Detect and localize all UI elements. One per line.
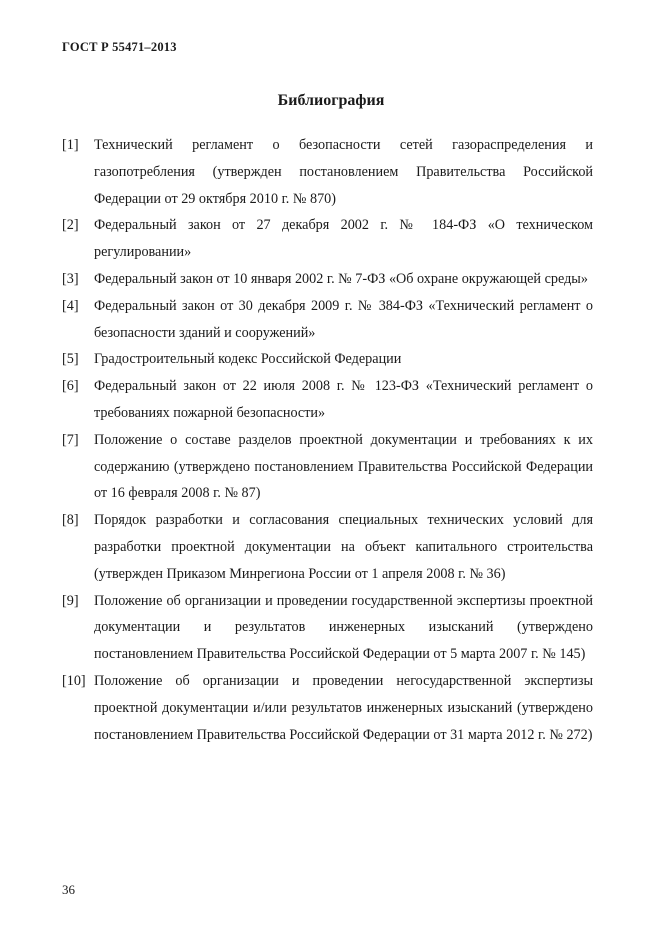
bibliography-entry <box>62 507 593 587</box>
entry-text: Положение об организации и проведении негосударственной экспертизы проектной документации и/или результатов инженерных изысканий (утверждено постановлением Правительства Российской Федерации от 31 марта 2012 г. № 272) <box>94 672 593 743</box>
bibliography-entry <box>62 373 593 427</box>
entry-text: Федеральный закон от 22 июля 2008 г. № 123-ФЗ «Технический регламент о требованиях пожарной безопасности» <box>94 378 593 421</box>
bibliography-entry <box>62 293 593 347</box>
bibliography-entry <box>62 588 593 668</box>
bibliography-entry <box>62 346 593 373</box>
entry-text: Федеральный закон от 10 января 2002 г. № 7-ФЗ «Об охране окружающей среды» <box>94 270 588 287</box>
bibliography-entry <box>62 132 593 212</box>
bibliography-list <box>62 132 593 748</box>
bibliography-entry <box>62 668 593 748</box>
entry-number: [8] <box>62 512 79 529</box>
bibliography-entry <box>62 212 593 266</box>
entry-number: [3] <box>62 270 79 287</box>
entry-text: Положение о составе разделов проектной документации и требованиях к их содержанию (утверждено постановлением Правительства Российской Федерации от 16 февраля 2008 г. № 87) <box>94 431 593 502</box>
entry-text: Федеральный закон от 27 декабря 2002 г. № 184-ФЗ «О техническом регулировании» <box>94 217 593 261</box>
entry-text: Федеральный закон от 30 декабря 2009 г. № 384-ФЗ «Технический регламент о безопасности зданий и сооружений» <box>94 297 593 341</box>
page-title: Библиография <box>277 92 385 109</box>
bibliography-entry <box>62 266 593 293</box>
entry-number: [1] <box>62 137 79 153</box>
page-number: 36 <box>62 882 75 897</box>
entry-number: [5] <box>62 351 79 368</box>
entry-text: Градостроительный кодекс Российской Федерации <box>94 351 402 368</box>
entry-number: [2] <box>62 217 79 234</box>
entry-number: [4] <box>62 297 79 314</box>
entry-text: Положение об организации и проведении государственной экспертизы проектной документации и результатов инженерных изысканий (утверждено постановлением Правительства Российской Федерации от 5 марта 2007 г. № 145) <box>94 592 593 663</box>
entry-text: Технический регламент о безопасности сетей газораспределения и газопотребления (утвержден постановлением Правительства Российской Федерации от 29 октября 2010 г. № 870) <box>94 137 593 207</box>
entry-number: [7] <box>62 431 79 448</box>
entry-number: [10] <box>62 672 86 689</box>
bibliography-entry <box>62 427 593 507</box>
entry-number: [9] <box>62 592 79 609</box>
entry-number: [6] <box>62 378 79 395</box>
document-code: ГОСТ Р 55471–2013 <box>62 40 177 54</box>
entry-text: Порядок разработки и согласования специальных технических условий для разработки проектной документации на объект капитального строительства (утвержден Приказом Минрегиона России от 1 апреля 2008 г. № 36) <box>94 512 593 582</box>
